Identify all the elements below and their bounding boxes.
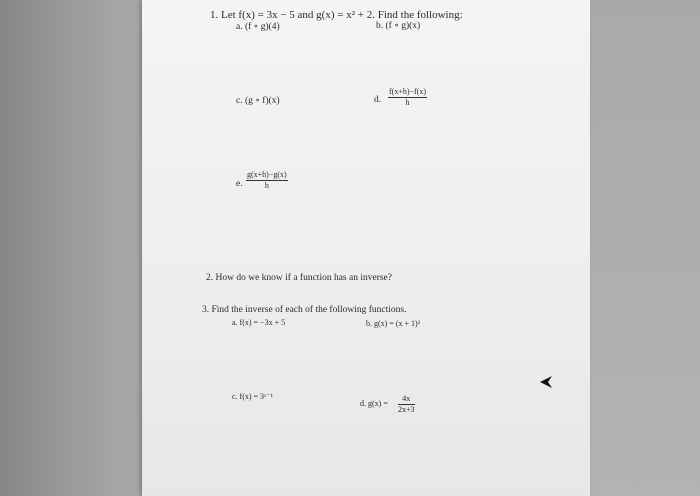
problem-3d-denominator: 2x+3 [398,405,415,414]
problem-1d-fraction [388,88,427,107]
problem-1c: c. (g ∘ f)(x) [236,96,280,106]
problem-3c: c. f(x) = 3ˣ⁻¹ [232,392,273,401]
problem-1d-numerator: f(x+h)−f(x) [389,87,427,96]
problem-1d-label: d. [374,95,382,105]
problem-3a: a. f(x) = −3x + 5 [232,318,286,327]
right-background [590,0,700,496]
problem-1b: b. (f ∘ g)(x) [376,21,421,31]
problem-1d-denominator: h [405,98,410,107]
problem-3-stem: 3. Find the inverse of each of the following functions. [202,305,407,315]
problem-1e-denominator: h [264,181,269,190]
problem-3d-numerator: 4x [398,395,415,405]
problem-1e-numerator: g(x+h)−g(x) [247,170,287,179]
problem-1a: a. (f ∘ g)(4) [236,22,280,32]
problem-1-stem: 1. Let f(x) = 3x − 5 and g(x) = x² + 2. Find the following: [210,9,463,21]
problem-3d-fraction [398,395,415,414]
problem-3d-label: d. g(x) = [360,399,388,408]
problem-1e-fraction [246,171,288,190]
problem-1e-label: e. [236,179,243,189]
mouse-pointer-icon [538,374,554,390]
worksheet-page [142,0,590,496]
problem-2: 2. How do we know if a function has an inverse? [206,273,392,283]
problem-3b: b. g(x) = (x + 1)³ [366,319,421,328]
